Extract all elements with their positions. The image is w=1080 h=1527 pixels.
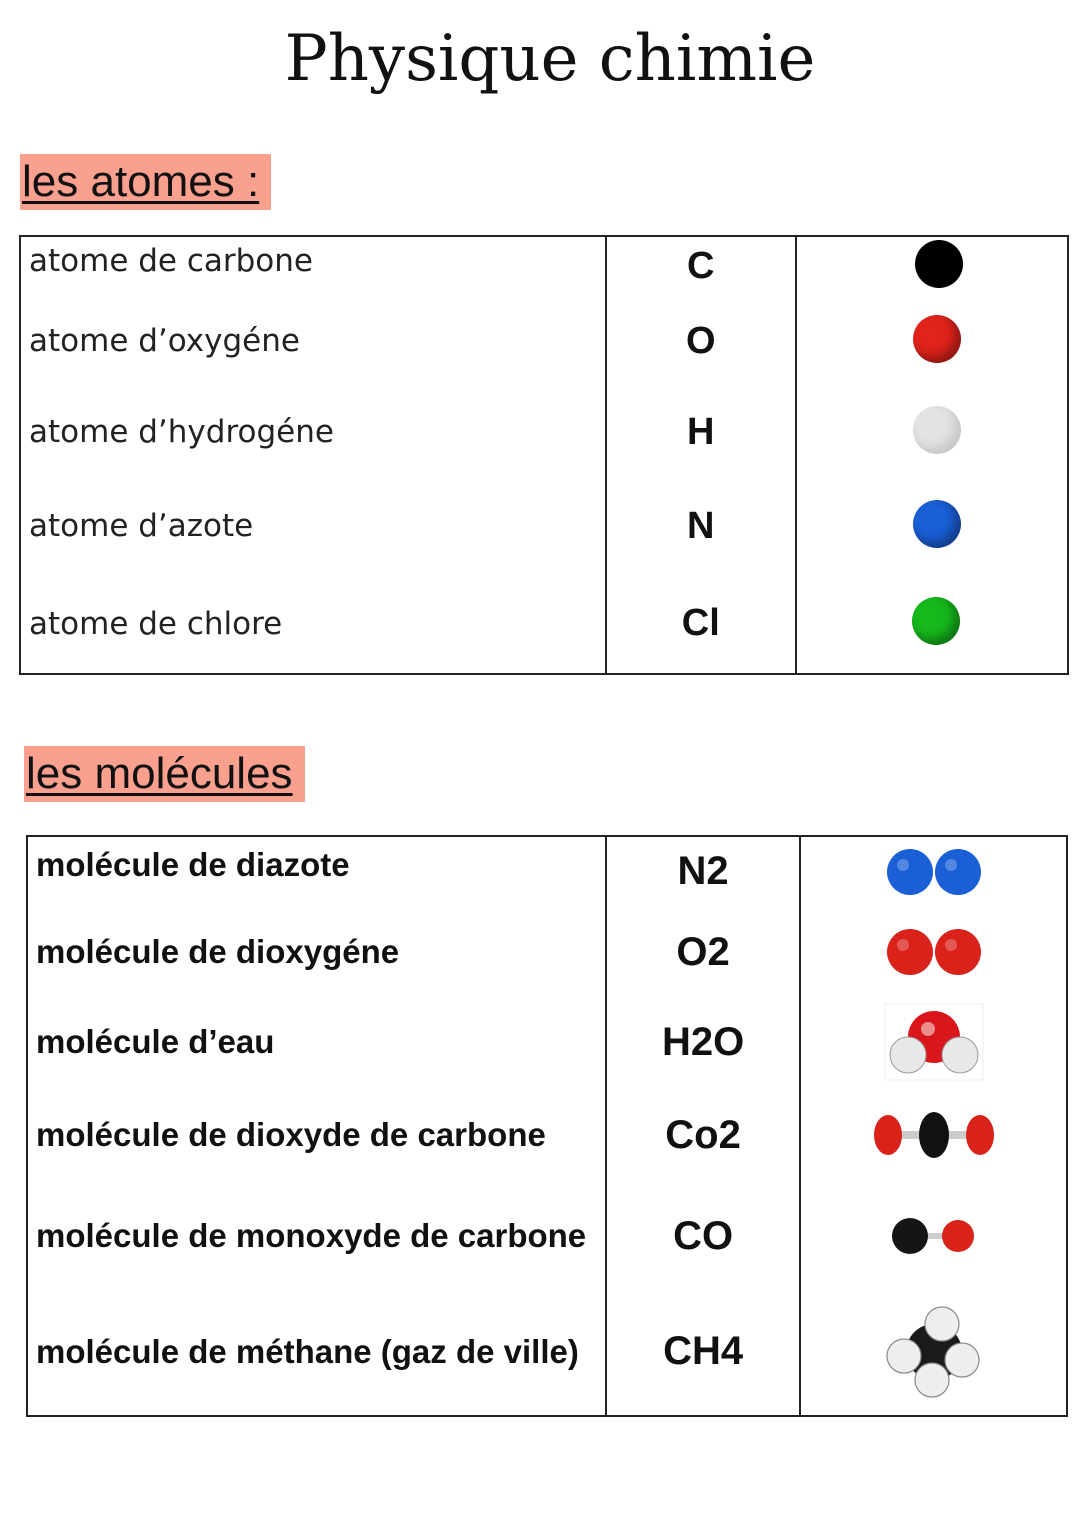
- molecule-name: molécule de dioxyde de carbone: [27, 1086, 606, 1184]
- molecules-table: [26, 835, 1068, 1417]
- molecule-name: molécule d’eau: [27, 998, 606, 1086]
- molecule-formula: N2: [606, 836, 801, 906]
- table-row: [20, 386, 1068, 478]
- atom-name: atome de chlore: [20, 574, 606, 674]
- co2-model-icon: [868, 1109, 1000, 1161]
- molecule-formula: O2: [606, 906, 801, 998]
- molecule-name: molécule de dioxygéne: [27, 906, 606, 998]
- molecules-heading: les molécules: [24, 746, 305, 802]
- methane-model-icon: [884, 1304, 984, 1400]
- table-row: [27, 1288, 1067, 1416]
- molecule-name: molécule de monoxyde de carbone: [27, 1184, 606, 1288]
- table-row: [20, 574, 1068, 674]
- table-row: [27, 906, 1067, 998]
- table-row: [27, 1184, 1067, 1288]
- atom-symbol: N: [606, 478, 796, 574]
- red-sphere-icon: [913, 315, 961, 363]
- molecule-name: molécule de diazote: [27, 836, 606, 906]
- atom-name: atome de carbone: [20, 236, 606, 296]
- table-row: [27, 1086, 1067, 1184]
- atom-symbol: C: [606, 236, 796, 296]
- molecule-formula: H2O: [606, 998, 801, 1086]
- black-sphere-icon: [915, 240, 963, 288]
- o2-model-icon: [884, 926, 984, 978]
- molecule-formula: CO: [606, 1184, 801, 1288]
- table-row: [20, 478, 1068, 574]
- water-model-icon: [884, 1003, 984, 1081]
- atom-symbol: O: [606, 296, 796, 386]
- atom-name: atome d’oxygéne: [20, 296, 606, 386]
- table-row: [27, 836, 1067, 906]
- table-row: [20, 296, 1068, 386]
- co-model-icon: [888, 1214, 980, 1258]
- molecule-formula: Co2: [606, 1086, 801, 1184]
- atoms-heading: les atomes :: [20, 154, 271, 210]
- molecule-name: molécule de méthane (gaz de ville): [27, 1288, 606, 1416]
- atom-name: atome d’azote: [20, 478, 606, 574]
- atoms-table: [19, 235, 1069, 675]
- n2-model-icon: [884, 846, 984, 898]
- table-row: [20, 236, 1068, 296]
- white-sphere-icon: [913, 406, 961, 454]
- molecule-formula: CH4: [606, 1288, 801, 1416]
- blue-sphere-icon: [913, 500, 961, 548]
- atom-symbol: H: [606, 386, 796, 478]
- atom-name: atome d’hydrogéne: [20, 386, 606, 478]
- table-row: [27, 998, 1067, 1086]
- page-title: Physique chimie: [284, 22, 816, 96]
- green-sphere-icon: [912, 597, 960, 645]
- atom-symbol: Cl: [606, 574, 796, 674]
